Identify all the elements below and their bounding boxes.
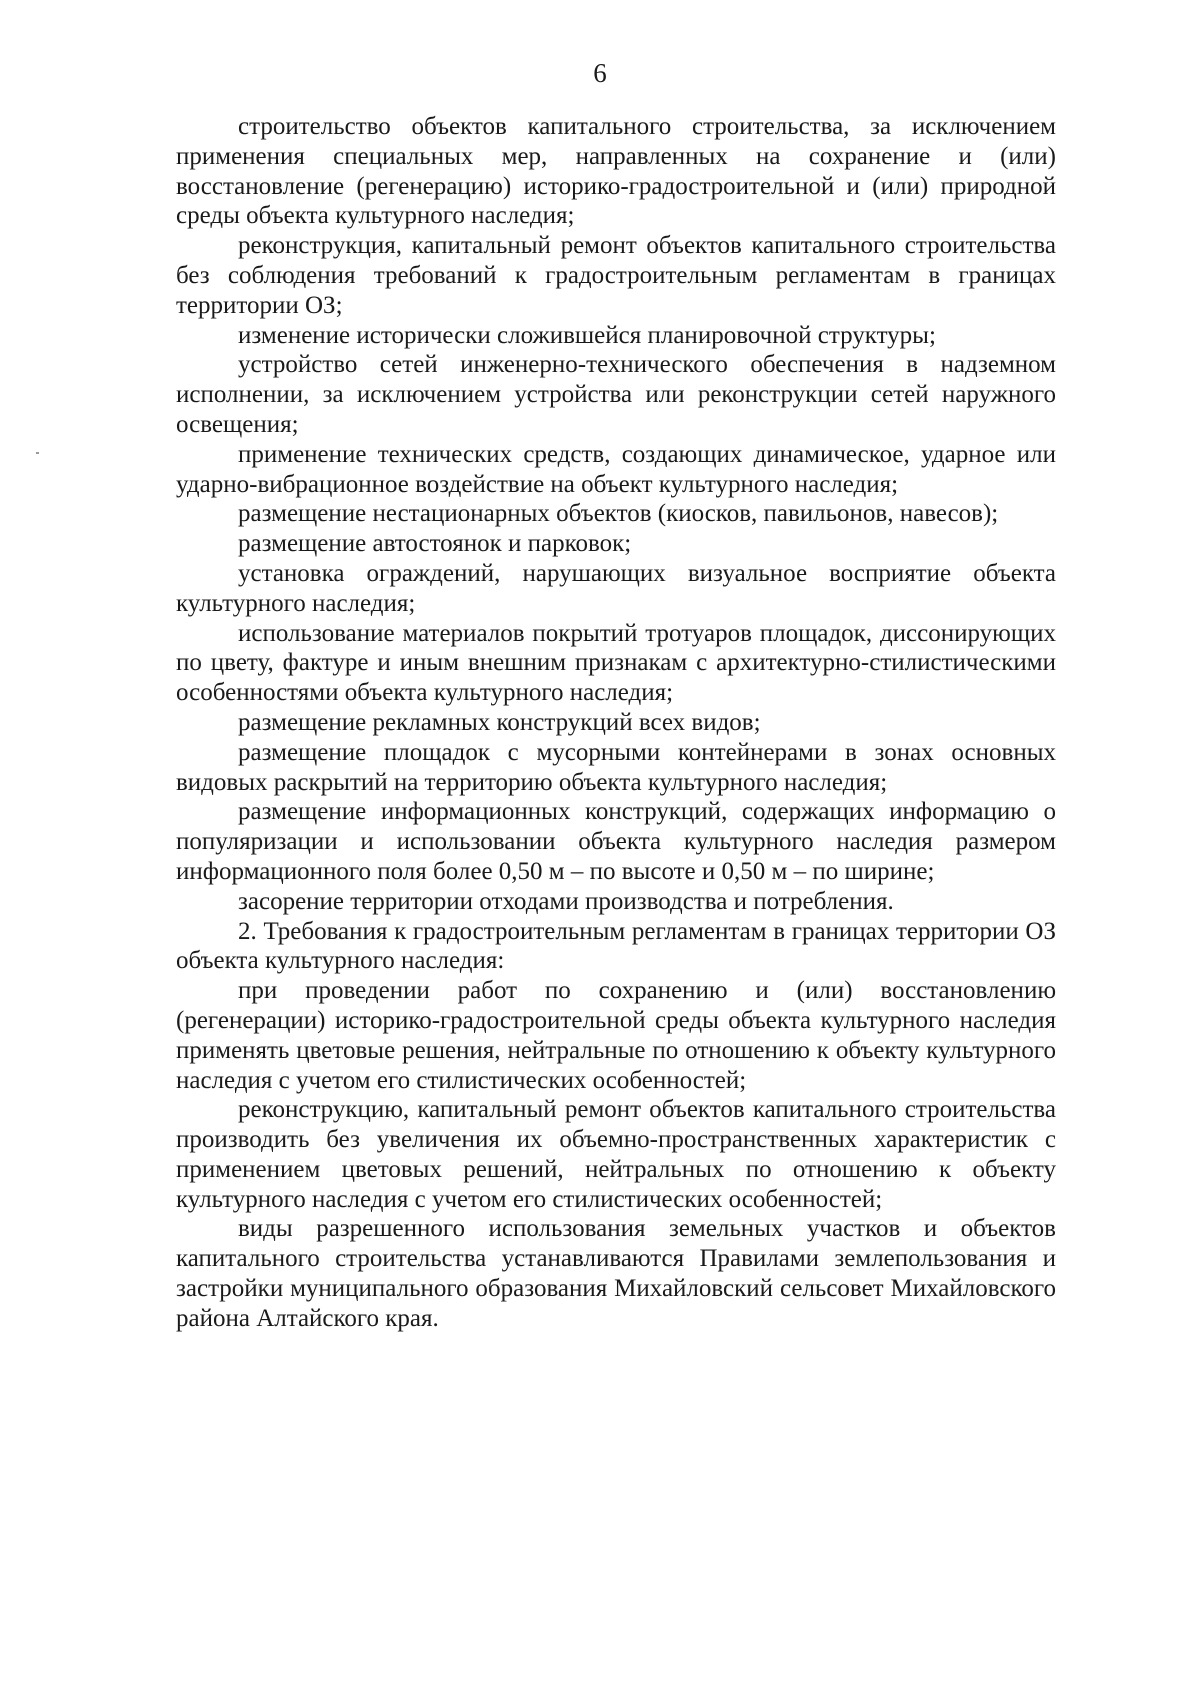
document-body <box>176 112 1056 1334</box>
paragraph-parking: размещение автостоянок и парковок; <box>238 530 632 558</box>
paragraph-waste-containers: размещение площадок с мусорными контейнерами в зонах основных видовых раскрытий на территорию объекта культурного наследия; <box>176 738 1056 796</box>
paragraph-permitted-use: виды разрешенного использования земельных участков и объектов капитального строительства устанавливаются Правилами землепользования и застройки муниципального образования Михайловский сельсовет Михайловского района Алтайского края. <box>176 1215 1056 1332</box>
paragraph-littering: засорение территории отходами производства и потребления. <box>238 887 894 915</box>
scan-speck <box>36 452 39 454</box>
paragraph-advertising: размещение рекламных конструкций всех видов; <box>238 708 761 736</box>
section-heading-requirements: 2. Требования к градостроительным регламентам в границах территории ОЗ объекта культурного наследия: <box>176 917 1056 975</box>
paragraph-reconstruction-rules: реконструкцию, капитальный ремонт объектов капитального строительства производить без увеличения их объемно-пространственных характеристик с применением цветовых решений, нейтральных по отношению к объекту культурного наследия с учетом его стилистических особенностей; <box>176 1096 1056 1213</box>
paragraph-planning-structure: изменение исторически сложившейся планировочной структуры; <box>238 321 936 349</box>
paragraph-fences: установка ограждений, нарушающих визуальное восприятие объекта культурного наследия; <box>176 559 1056 617</box>
paragraph-pavement-materials: использование материалов покрытий тротуаров площадок, диссонирующих по цвету, фактуре и иным внешним признакам с архитектурно-стилистическими особенностями объекта культурного наследия; <box>176 619 1056 707</box>
paragraph-engineering-networks: устройство сетей инженерно-технического обеспечения в надземном исполнении, за исключением устройства или реконструкции сетей наружного освещения; <box>176 351 1056 438</box>
paragraph-non-stationary-objects: размещение нестационарных объектов (киосков, павильонов, навесов); <box>238 500 999 528</box>
paragraph-technical-means: применение технических средств, создающих динамическое, ударное или ударно-вибрационное воздействие на объект культурного наследия; <box>176 440 1056 498</box>
paragraph-construction-ban: строительство объектов капитального строительства, за исключением применения специальных мер, направленных на сохранение и (или) восстановление (регенерацию) историко-градостроительной и (или) природной среды объекта культурного наследия; <box>176 113 1056 230</box>
paragraph-information-structures: размещение информационных конструкций, содержащих информацию о популяризации и использовании объекта культурного наследия размером информационного поля более 0,50 м – по высоте и 0,50 м – по ширине; <box>176 798 1056 885</box>
page-number: 6 <box>593 58 607 88</box>
paragraph-reconstruction-ban: реконструкция, капитальный ремонт объектов капитального строительства без соблюдения требований к градостроительным регламентам в границах территории ОЗ; <box>176 232 1056 319</box>
paragraph-color-solutions: при проведении работ по сохранению и (или) восстановлению (регенерации) историко-градостроительной среды объекта культурного наследия применять цветовые решения, нейтральные по отношению к объекту культурного наследия с учетом его стилистических особенностей; <box>176 977 1056 1094</box>
